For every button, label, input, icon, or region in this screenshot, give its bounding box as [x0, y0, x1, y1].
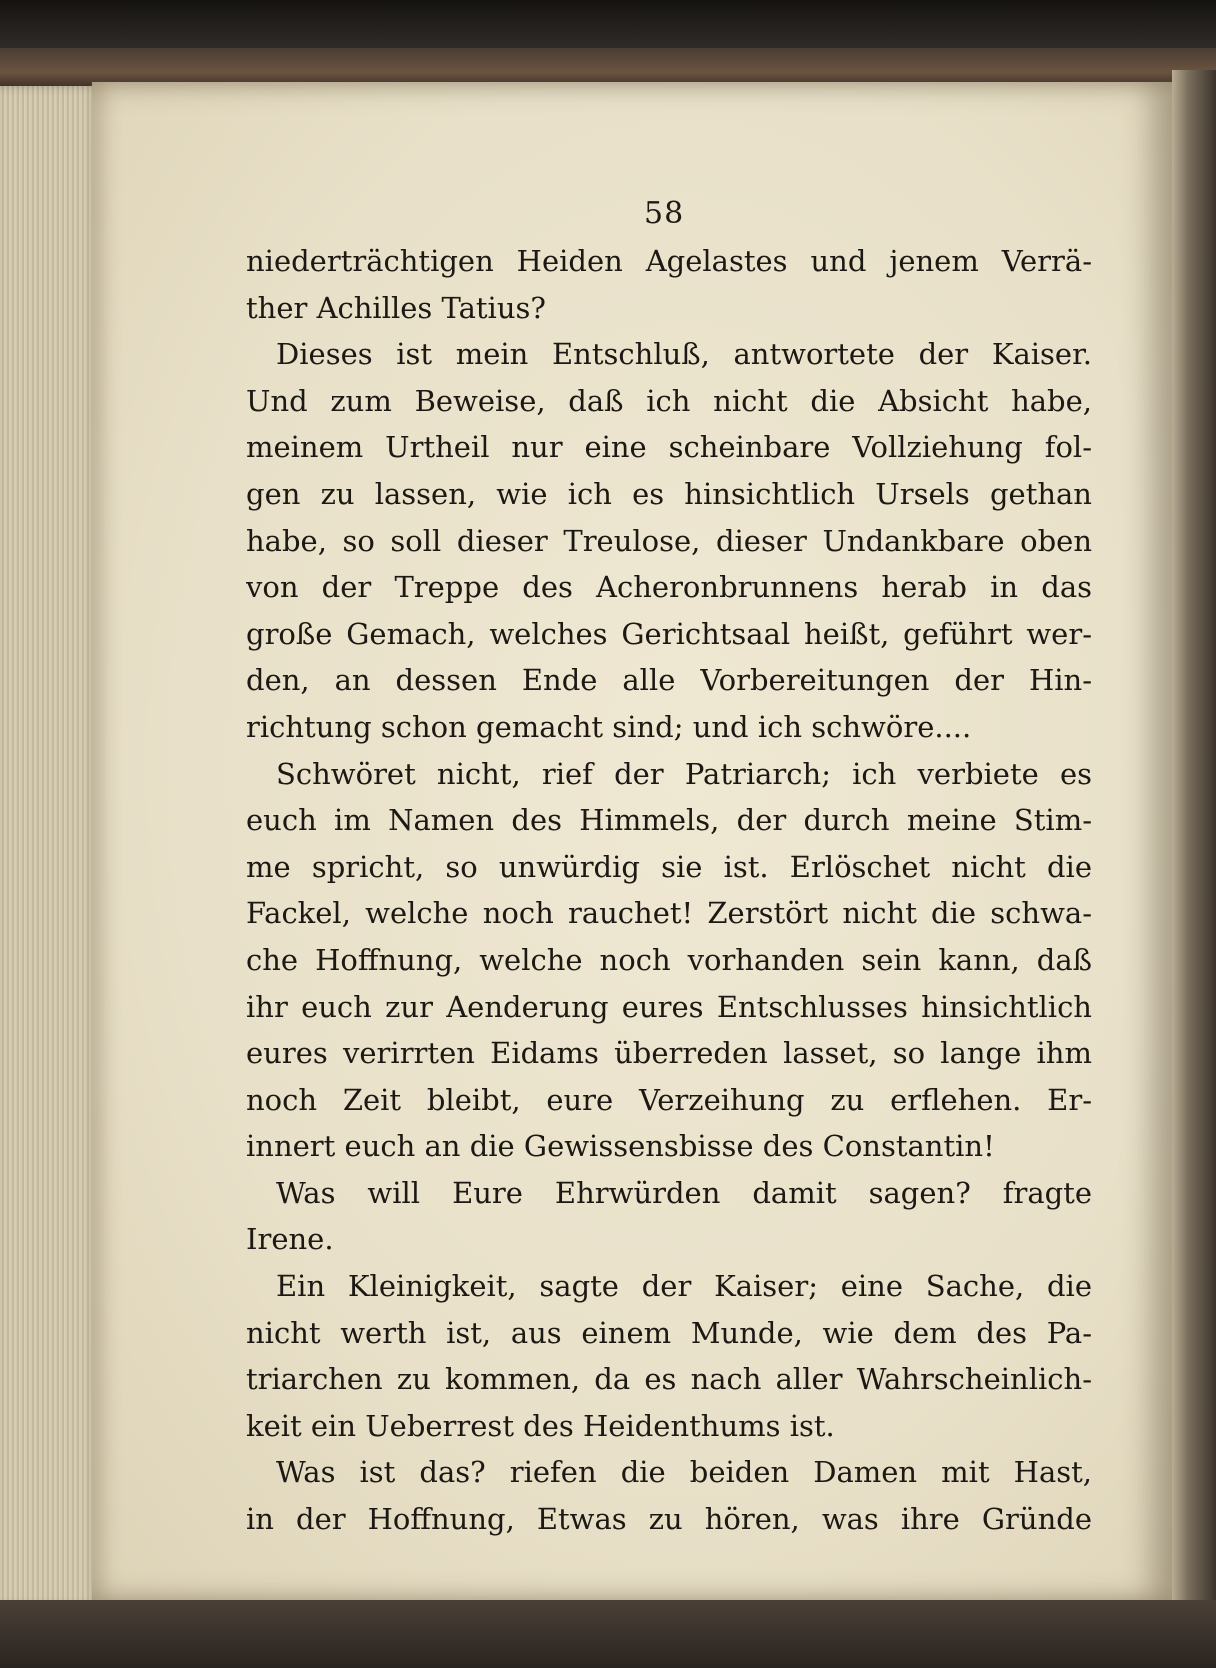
body-text [246, 238, 1092, 1543]
text-line: Was ist das? riefen die beiden Damen mit Hast, [276, 1455, 1092, 1490]
text-line: Dieses ist mein Entschluß, antwortete der Kaiser. [276, 337, 1092, 372]
text-line: in der Hoffnung, Etwas zu hören, was ihre Gründe [246, 1502, 1092, 1537]
text-line: ihr euch zur Aenderung eures Entschlusses hinsichtlich [246, 989, 1092, 1024]
text-line: noch Zeit bleibt, eure Verzeihung zu erflehen. Er- [246, 1082, 1092, 1117]
text-line: keit ein Ueberrest des Heidenthums ist. [246, 1408, 835, 1443]
text-line: nicht werth ist, aus einem Munde, wie dem des Pa- [246, 1315, 1092, 1350]
page-stack-edge [0, 86, 100, 1606]
text-line: meinem Urtheil nur eine scheinbare Vollziehung fol- [246, 430, 1092, 465]
text-line: Und zum Beweise, daß ich nicht die Absicht habe, [246, 383, 1092, 418]
book-cover-bottom [0, 1600, 1216, 1668]
text-line: den, an dessen Ende alle Vorbereitungen der Hin- [246, 663, 1092, 698]
text-line: triarchen zu kommen, da es nach aller Wahrscheinlich- [246, 1362, 1092, 1397]
text-line: ther Achilles Tatius? [246, 290, 546, 325]
text-line: che Hoffnung, welche noch vorhanden sein kann, daß [246, 942, 1092, 977]
text-line: Ein Kleinigkeit, sagte der Kaiser; eine Sache, die [276, 1269, 1092, 1304]
text-line: richtung schon gemacht sind; und ich schwöre.... [246, 709, 972, 744]
text-line: innert euch an die Gewissensbisse des Constantin! [246, 1129, 995, 1164]
text-line: gen zu lassen, wie ich es hinsichtlich Ursels gethan [246, 476, 1092, 511]
text-line: Schwöret nicht, rief der Patriarch; ich verbiete es [276, 756, 1092, 791]
text-line: große Gemach, welches Gerichtsaal heißt, geführt wer- [246, 616, 1092, 651]
text-line: Fackel, welche noch rauchet! Zerstört nicht die schwa- [246, 896, 1092, 931]
text-line: Irene. [246, 1222, 334, 1257]
text-line: Was will Eure Ehrwürden damit sagen? fragte [276, 1175, 1092, 1210]
book-gutter [1172, 70, 1216, 1610]
page-number: 58 [644, 196, 685, 231]
text-line: euch im Namen des Himmels, der durch meine Stim- [246, 803, 1092, 838]
text-line: niederträchtigen Heiden Agelastes und jenem Verrä- [246, 244, 1092, 278]
text-line: me spricht, so unwürdig sie ist. Erlöschet nicht die [246, 849, 1092, 884]
text-line: eures verirrten Eidams überreden lasset, so lange ihm [246, 1036, 1092, 1071]
text-line: von der Treppe des Acheronbrunnens herab in das [246, 570, 1092, 605]
text-line: habe, so soll dieser Treulose, dieser Undankbare oben [246, 523, 1092, 558]
